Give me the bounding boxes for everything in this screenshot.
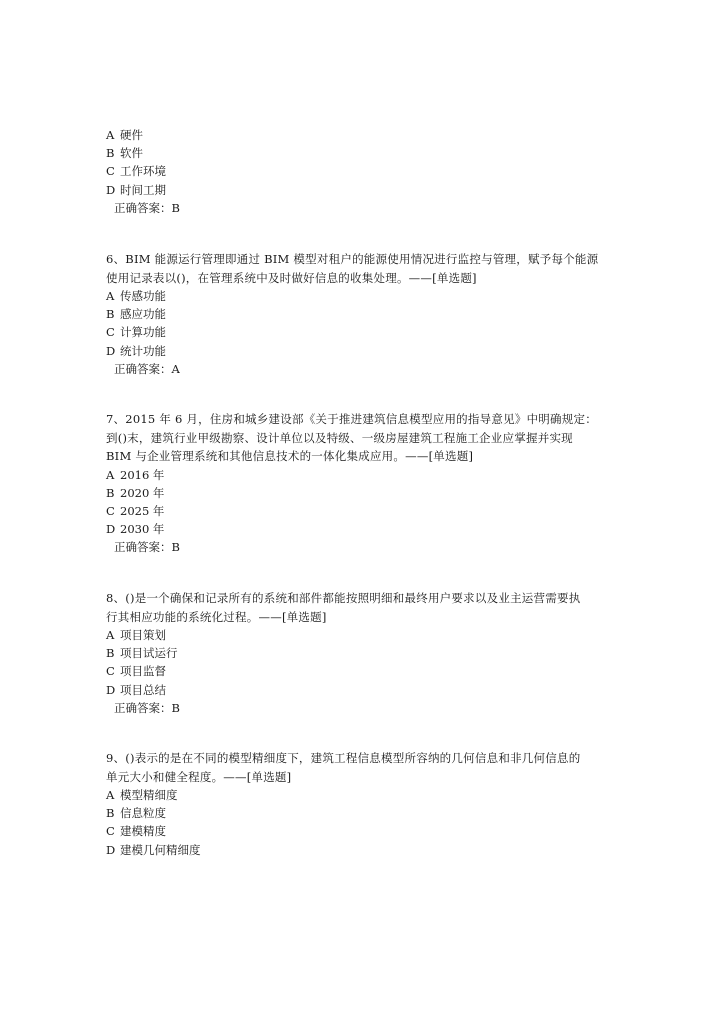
option-text: 建模精度 [120, 824, 166, 839]
option-letter: D [106, 343, 116, 358]
option-text: 模型精细度 [120, 788, 178, 802]
option-d [106, 520, 616, 538]
question-stem-line: BIM 与企业管理系统和其他信息技术的一体化集成应用。——[单选题] [106, 449, 474, 463]
option-c [106, 502, 616, 520]
question-stem-line: 6、BIM 能源运行管理即通过 BIM 模型对租户的能源使用情况进行监控与管理，赋予每个能源 [106, 252, 599, 266]
option-letter: A [106, 788, 115, 802]
question-6 [106, 250, 616, 378]
option-text: 2030 年 [120, 522, 165, 537]
option-a [106, 626, 616, 644]
correct-answer: 正确答案：B [114, 540, 180, 555]
question-stem-line: 使用记录表以()，在管理系统中及时做好信息的收集处理。——[单选题] [106, 270, 477, 285]
option-b [106, 644, 616, 662]
correct-answer: 正确答案：B [114, 200, 180, 215]
option-c [106, 822, 616, 840]
option-letter: A [106, 628, 115, 642]
option-letter: B [106, 806, 115, 821]
option-d [106, 342, 616, 360]
option-text: 2016 年 [120, 467, 165, 482]
option-text: 统计功能 [120, 343, 166, 358]
option-text: 工作环境 [120, 164, 166, 179]
option-letter: C [106, 325, 115, 340]
option-a [106, 786, 616, 804]
option-text: 建模几何精细度 [120, 842, 201, 857]
option-text: 感应功能 [120, 307, 166, 322]
option-text: 传感功能 [120, 289, 166, 303]
option-letter: A [106, 467, 115, 482]
option-text: 2020 年 [120, 485, 165, 500]
option-c [106, 323, 616, 341]
option-letter: C [106, 664, 115, 679]
option-b [106, 484, 616, 502]
option-letter: B [106, 146, 115, 161]
question-8 [106, 589, 616, 717]
question-5 [106, 126, 616, 217]
option-d [106, 681, 616, 699]
option-a [106, 287, 616, 305]
question-7 [106, 410, 616, 556]
correct-answer: 正确答案：B [114, 700, 180, 715]
question-stem-line: 8、()是一个确保和记录所有的系统和部件都能按照明细和最终用户要求以及业主运营需要执 [106, 591, 581, 605]
option-text: 信息粒度 [120, 806, 166, 821]
option-text: 项目策划 [120, 628, 166, 642]
option-text: 硬件 [120, 128, 143, 142]
option-a [106, 126, 616, 144]
option-d [106, 181, 616, 199]
option-letter: B [106, 646, 115, 661]
question-stem-line: 单元大小和健全程度。——[单选题] [106, 769, 292, 784]
option-letter: C [106, 824, 115, 839]
correct-answer: 正确答案：A [114, 361, 180, 376]
option-text: 时间工期 [120, 182, 166, 197]
question-stem-line: 行其相应功能的系统化过程。——[单选题] [106, 609, 327, 624]
option-a [106, 466, 616, 484]
option-b [106, 804, 616, 822]
option-letter: B [106, 307, 115, 322]
option-b [106, 144, 616, 162]
question-stem-line: 到()末，建筑行业甲级勘察、设计单位以及特级、一级房屋建筑工程施工企业应掌握并实现 [106, 430, 573, 445]
option-letter: C [106, 164, 115, 179]
option-b [106, 305, 616, 323]
option-text: 项目试运行 [120, 646, 178, 661]
option-letter: D [106, 522, 116, 537]
option-c [106, 662, 616, 680]
question-9 [106, 749, 616, 859]
option-d [106, 841, 616, 859]
option-text: 软件 [120, 146, 143, 161]
option-text: 计算功能 [120, 325, 166, 340]
option-letter: A [106, 128, 115, 142]
option-text: 项目监督 [120, 664, 166, 679]
option-letter: A [106, 289, 115, 303]
option-text: 项目总结 [120, 682, 166, 697]
question-stem-line: 7、2015 年 6 月，住房和城乡建设部《关于推进建筑信息模型应用的指导意见》中明确规定： [106, 412, 597, 426]
question-stem-line: 9、()表示的是在不同的模型精细度下，建筑工程信息模型所容纳的几何信息和非几何信息的 [106, 751, 581, 765]
option-letter: B [106, 485, 115, 500]
option-letter: D [106, 682, 116, 697]
option-c [106, 162, 616, 180]
option-letter: C [106, 503, 115, 518]
option-letter: D [106, 842, 116, 857]
option-letter: D [106, 182, 116, 197]
option-text: 2025 年 [120, 503, 165, 518]
